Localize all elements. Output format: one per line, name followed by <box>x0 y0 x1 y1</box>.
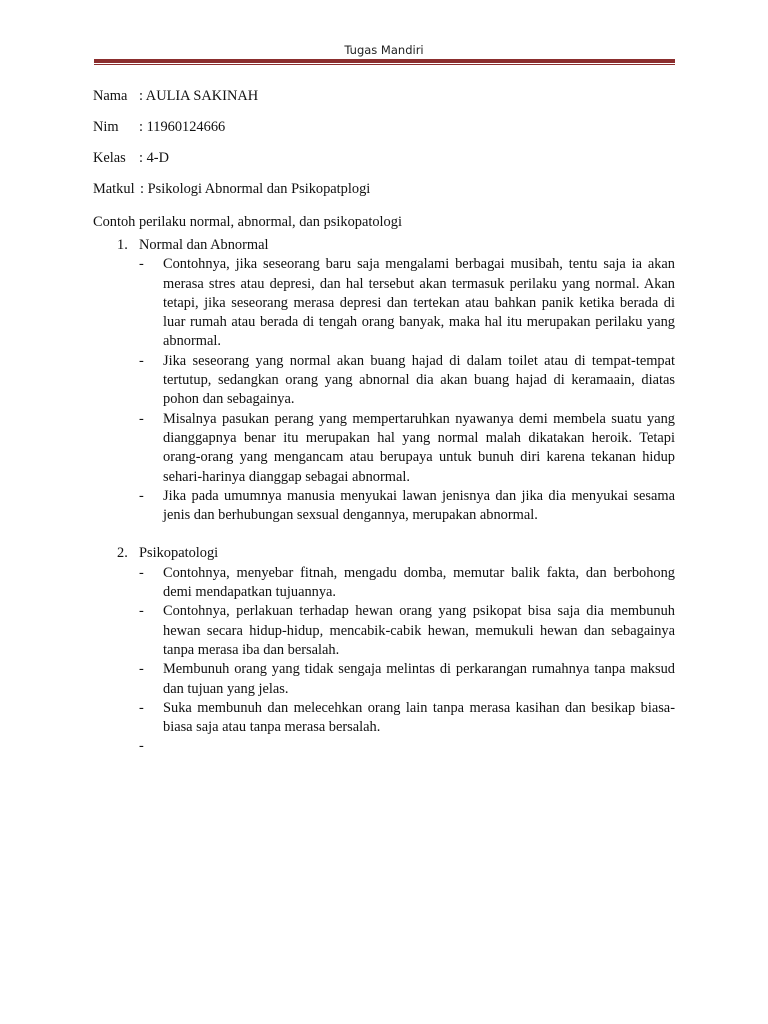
bullet-dash: - <box>139 699 144 716</box>
field-value: : 11960124666 <box>139 119 226 135</box>
bullet-dash: - <box>139 564 144 581</box>
intro-paragraph: Contoh perilaku normal, abnormal, dan psikopatologi <box>93 214 402 230</box>
list-item-text: Contohnya, perlakuan terhadap hewan orang yang psikopat bisa saja dia membunuh hewan secara hidup-hidup, mencabik-cabik hewan, memukuli hewan dan sebagainya tanpa merasa iba dan bersalah. <box>163 603 675 658</box>
section-normal-abnormal <box>93 236 675 525</box>
list-item-text: Membunuh orang yang tidak sengaja melintas di perkarangan rumahnya tanpa maksud dan tujuan yang jelas. <box>163 661 675 697</box>
bullet-dash: - <box>139 487 144 504</box>
list-item <box>139 602 675 660</box>
list-item <box>139 699 675 738</box>
header-rule-thick <box>94 59 675 63</box>
field-label: Nim <box>93 119 119 135</box>
list-item-text: Contohnya, jika seseorang baru saja mengalami berbagai musibah, tentu saja ia akan merasa stres atau depresi, dan hal tersebut akan termasuk perilaku yang normal. Akan tetapi, jika seseorang merasa depresi dan tertekan atau bahkan panik ketika berada di luar rumah atau berada di tengah orang banyak, maka hal itu merupakan perilaku yang abnormal. <box>163 256 675 350</box>
document-body <box>93 86 675 757</box>
bullet-list <box>93 564 675 757</box>
section-heading <box>117 544 675 563</box>
section-number: 2. <box>117 545 128 562</box>
bullet-dash: - <box>139 352 144 369</box>
list-item-text: Jika pada umumnya manusia menyukai lawan jenisnya dan jika dia menyukai sesama jenis dan berhubungan sexsual dengannya, merupakan abnormal. <box>163 487 675 524</box>
section-number: 1. <box>117 237 128 253</box>
bullet-dash: - <box>139 603 144 620</box>
field-nama <box>93 86 675 117</box>
field-label: Kelas <box>93 150 126 166</box>
field-value: : AULIA SAKINAH <box>139 88 259 104</box>
section-title: Normal dan Abnormal <box>139 237 269 253</box>
header-rule-thin <box>94 64 675 65</box>
bullet-dash: - <box>139 738 144 755</box>
field-kelas <box>93 148 675 179</box>
field-label: Nama <box>93 88 128 104</box>
list-item <box>139 564 675 603</box>
list-item-empty <box>139 737 675 756</box>
list-item <box>139 660 675 699</box>
field-value: : 4-D <box>139 150 169 166</box>
field-label: Matkul <box>93 181 135 197</box>
bullet-dash: - <box>139 661 144 678</box>
list-item-text: Jika seseorang yang normal akan buang hajad di dalam toilet atau di tempat-tempat tertutup, sedangkan orang yang abnornal dia akan buang hajad di keramaain, diatas pohon dan sebagainya. <box>163 352 675 408</box>
bullet-dash: - <box>139 410 144 427</box>
list-item-text <box>163 737 675 756</box>
list-item-text: Contohnya, menyebar fitnah, mengadu domba, memutar balik fakta, dan berbohong demi mendapatkan tujuannya. <box>163 564 675 601</box>
section-spacer <box>93 525 675 544</box>
section-psikopatologi <box>93 544 675 756</box>
field-value: : Psikologi Abnormal dan Psikopatplogi <box>140 181 371 197</box>
list-item <box>139 487 675 526</box>
field-nim <box>93 117 675 148</box>
field-matkul <box>93 179 675 210</box>
list-item <box>139 410 675 487</box>
bullet-list <box>93 255 675 525</box>
bullet-dash: - <box>139 256 144 273</box>
section-title: Psikopatologi <box>139 545 219 562</box>
list-item-text: Misalnya pasukan perang yang mempertaruhkan nyawanya demi membela suatu yang dianggapnya benar itu merupakan hal yang normal malah dikatakan heroik. Tetapi orang-orang yang mengancam atau berupaya untuk bunuh diri karena tekanan hidup sehari-harinya dianggap sebagai abnormal. <box>163 410 675 485</box>
list-item <box>139 352 675 410</box>
list-item-text: Suka membunuh dan melecehkan orang lain tanpa merasa kasihan dan besikap biasa-biasa saja atau tanpa merasa bersalah. <box>163 699 675 736</box>
section-heading <box>117 236 675 255</box>
page-header-title: Tugas Mandiri <box>344 43 424 57</box>
list-item <box>139 255 675 351</box>
